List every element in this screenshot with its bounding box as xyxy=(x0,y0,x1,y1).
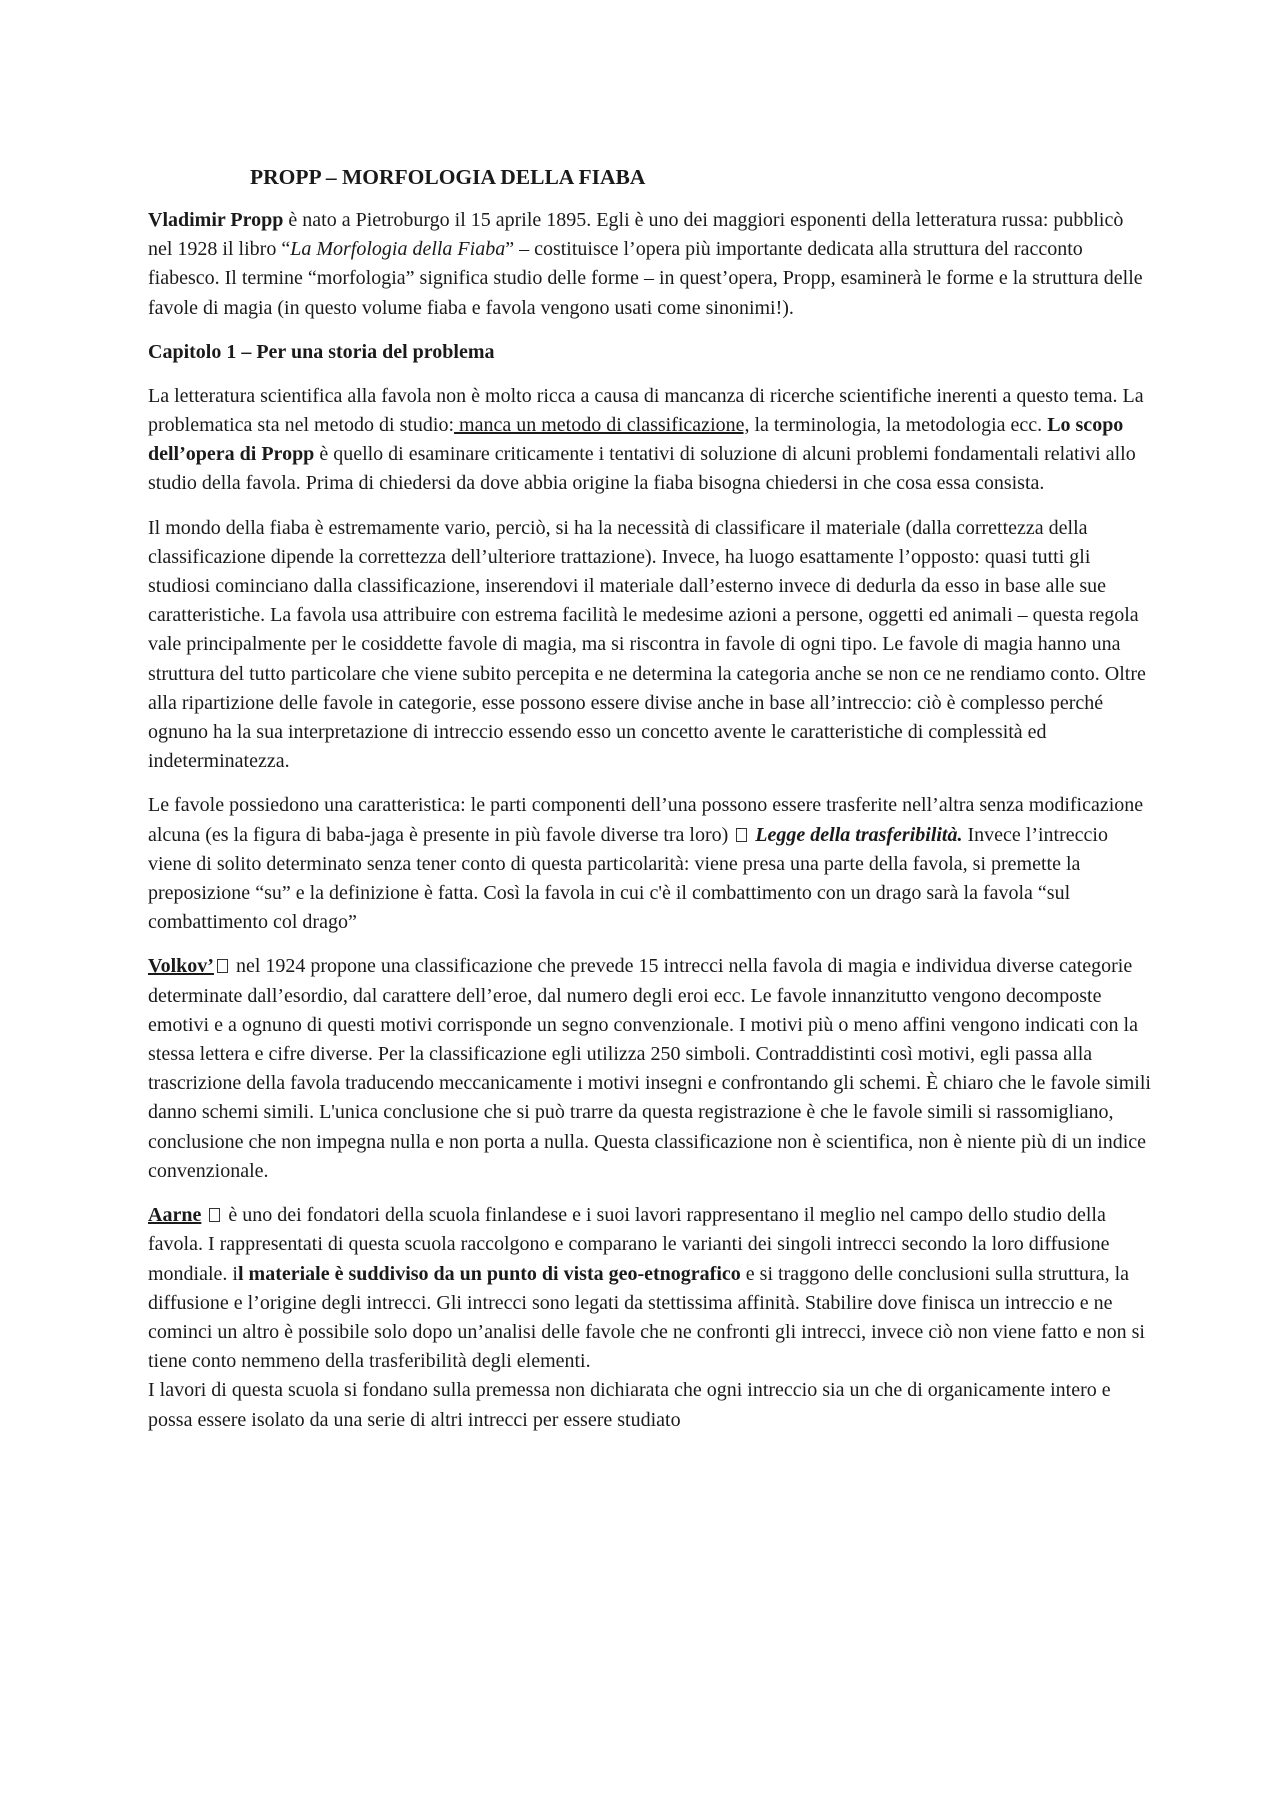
paragraph-3: Le favole possiedono una caratteristica: le parti componenti dell’una possono essere trasferite nell’altra senza modificazione alcuna (es la figura di baba-jaga è presente in più favole diverse tra loro) Legge della trasferibilità. Invece l’intreccio viene di solito determinato senza tener conto di questa particolarità: viene presa una parte della favola, si premette la preposizione “su” e la definizione è fatta. Così la favola in cui c'è il combattimento con un drago sarà la favola “sul combattimento col drago” xyxy=(148,794,1144,934)
aarne-name: Aarne xyxy=(148,1204,202,1227)
volkov-name: Volkov’ xyxy=(148,955,214,978)
page-title: PROPP – MORFOLOGIA DELLA FIABA xyxy=(250,165,646,189)
paragraph-5-continuation: I lavori di questa scuola si fondano sulla premessa non dichiarata che ogni intreccio sia un che di organicamente intero e possa essere isolato da una serie di altri intrecci per essere studiato xyxy=(148,1379,1111,1431)
arrow-glyph-icon xyxy=(217,959,228,973)
paragraph-4: Volkov’ nel 1924 propone una classificazione che prevede 15 intrecci nella favola di magia e individua diverse categorie determinate dall’esordio, dal carattere dell’eroe, dal numero degli eroi ecc. Le favole innanzitutto vengono decomposte emotivi e a ognuno di questi motivi corrisponde un segno convenzionale. I motivi più o meno affini vengono indicati con la stessa lettera e cifre diverse. Per la classificazione egli utilizza 250 simboli. Contraddistinti così motivi, egli passa alla trascrizione della favola traducendo meccanicamente i motivi insegni e confrontando gli schemi. È chiaro che le favole simili danno schemi simili. L'unica conclusione che si può trarre da questa registrazione è che le favole simili si rassomigliano, conclusione che non impegna nulla e non porta a nulla. Questa classificazione non è scientifica, non è niente più di un indice convenzionale. xyxy=(148,955,1151,1182)
paragraph-1: La letteratura scientifica alla favola non è molto ricca a causa di mancanza di ricerche scientifiche inerenti a questo tema. La problematica sta nel metodo di studio: manca un metodo di classificazione, la terminologia, la metodologia ecc. Lo scopo dell’opera di Propp è quello di esaminare criticamente i tentativi di soluzione di alcuni problemi fondamentali relativi allo studio della favola. Prima di chiedersi da dove abbia origine la fiaba bisogna chiedersi in che cosa essa consista. xyxy=(148,384,1144,495)
intro-paragraph: Vladimir Propp è nato a Pietroburgo il 15 aprile 1895. Egli è uno dei maggiori esponenti della letteratura russa: pubblicò nel 1928 il libro “La Morfologia della Fiaba” – costituisce l’opera più importante dedicata alla struttura del racconto fiabesco. Il termine “morfologia” significa studio delle forme – in quest’opera, Propp, esaminerà le forme e la struttura delle favole di magia (in questo volume fiaba e favola vengono usati come sinonimi!). xyxy=(148,209,1143,319)
arrow-glyph-icon xyxy=(736,828,747,842)
law-name: Legge della trasferibilità. xyxy=(755,823,963,846)
paragraph-5: Aarne è uno dei fondatori della scuola finlandese e i suoi lavori rappresentano il meglio nel campo dello studio della favola. I rappresentati di questa scuola raccolgono e comparano le varianti dei singoli intrecci secondo la loro diffusione mondiale. il materiale è suddiviso da un punto di vista geo-etnografico e si traggono delle conclusioni sulla struttura, la diffusione e l’origine degli intrecci. Gli intrecci sono legati da stettissima affinità. Stabilire dove finisca un intreccio e ne cominci un altro è possibile solo dopo un’analisi delle favole che ne confronti gli intrecci, invece ciò non viene fatto e non si tiene conto nemmeno della trasferibilità degli elementi. I lavori di questa scuola si fondano sulla premessa non dichiarata che ogni intreccio sia un che di organicamente intero e possa essere isolato da una serie di altri intrecci per essere studiato xyxy=(148,1201,1152,1435)
arrow-glyph-icon xyxy=(209,1208,220,1222)
book-title: La Morfologia della Fiaba xyxy=(290,238,506,261)
paragraph-2: Il mondo della fiaba è estremamente vario, perciò, si ha la necessità di classificare il materiale (dalla correttezza della classificazione dipende la correttezza dell’ulteriore trattazione). Invece, ha luogo esattamente l’opposto: quasi tutti gli studiosi cominciano dalla classificazione, inserendovi il materiale dall’esterno invece di dedurla da esso in base alle sue caratteristiche. La favola usa attribuire con estrema facilità le medesime azioni a persone, oggetti ed animali – questa regola vale principalmente per le cosiddette favole di magia, ma si riscontra in favole di ogni tipo. Le favole di magia hanno una struttura del tutto particolare che viene subito percepita e ne determina la categoria anche se non ce ne rendiamo conto. Oltre alla ripartizione delle favole in categorie, esse possono essere divise anche in base all’intreccio: ciò è complesso perché ognuno ha la sua interpretazione di intreccio essendo esso un concetto avente le caratteristiche di complessità ed indeterminatezza. xyxy=(148,516,1146,773)
author-name: Vladimir Propp xyxy=(148,209,284,231)
chapter-heading: Capitolo 1 – Per una storia del problema xyxy=(148,340,495,363)
